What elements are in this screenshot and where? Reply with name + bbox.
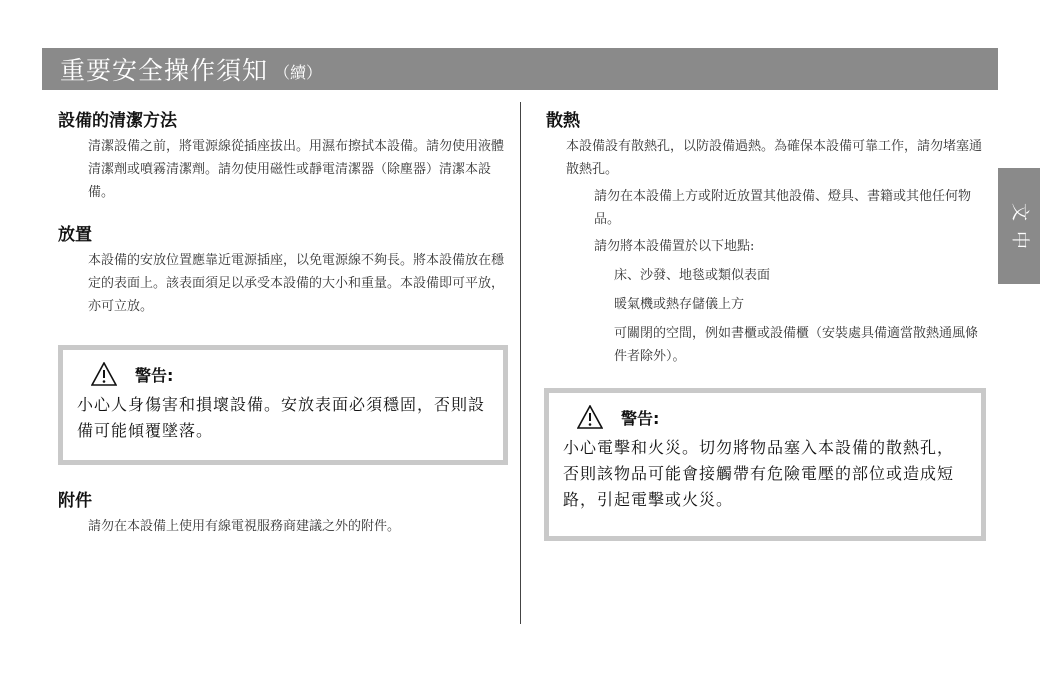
warning-text: 小心人身傷害和損壞設備。安放表面必須穩固，否則設備可能傾覆墜落。 <box>77 395 486 440</box>
heat-sub-1: 床、沙發、地毯或類似表面 <box>614 268 771 283</box>
accessories-text: 請勿在本設備上使用有線電視服務商建議之外的附件。 <box>88 519 401 534</box>
heat-item-1: 請勿在本設備上方或附近放置其他設備、燈具、書籍或其他任何物品。 <box>594 189 972 227</box>
warning-header <box>577 405 967 429</box>
page-subtitle: （續） <box>274 62 323 82</box>
heat-item-2: 請勿將本設備置於以下地點: <box>594 239 755 254</box>
cleaning-section <box>58 106 508 204</box>
warning-label: 警告: <box>621 408 660 428</box>
placement-heading: 放置 <box>58 225 92 245</box>
right-column <box>546 106 990 368</box>
language-tab-char-2: 中 <box>1009 231 1030 249</box>
cleaning-heading: 設備的清潔方法 <box>58 111 177 131</box>
section-header-bar <box>42 48 998 90</box>
language-tab <box>998 168 1040 284</box>
page-title: 重要安全操作須知 <box>60 56 269 85</box>
cleaning-text: 清潔設備之前，將電源線從插座拔出。用濕布擦拭本設備。請勿使用液體清潔劑或噴霧清潔劑。請勿使用磁性或靜電清潔器（除塵器）清潔本設備。 <box>88 139 505 200</box>
heat-sub-3: 可關閉的空間，例如書櫃或設備櫃（安裝處具備適當散熱通風條件者除外）。 <box>614 326 979 364</box>
language-tab-char-1: 文 <box>1009 203 1030 221</box>
heat-sub-2: 暖氣機或熱存儲儀上方 <box>614 297 745 312</box>
warning-triangle-icon <box>577 405 603 429</box>
warning-header <box>91 362 489 386</box>
accessories-section <box>58 486 508 538</box>
placement-section <box>58 220 508 318</box>
warning-text: 小心電擊和火災。切勿將物品塞入本設備的散熱孔，否則該物品可能會接觸帶有危險電壓的部位或造成短路，引起電擊或火災。 <box>563 438 955 509</box>
warning-label: 警告: <box>135 365 174 385</box>
warning-box-placement <box>58 345 508 465</box>
accessories-heading: 附件 <box>58 491 92 511</box>
heat-intro: 本設備設有散熱孔，以防設備過熱。為確保本設備可靠工作，請勿堵塞通散熱孔。 <box>566 139 983 177</box>
placement-text: 本設備的安放位置應靠近電源插座，以免電源線不夠長。將本設備放在穩定的表面上。該表面須足以承受本設備的大小和重量。本設備即可平放，亦可立放。 <box>88 253 505 314</box>
left-column <box>58 106 508 334</box>
heat-heading: 散熱 <box>546 111 580 131</box>
column-divider <box>520 102 521 624</box>
warning-triangle-icon <box>91 362 117 386</box>
warning-box-heat <box>544 388 986 541</box>
